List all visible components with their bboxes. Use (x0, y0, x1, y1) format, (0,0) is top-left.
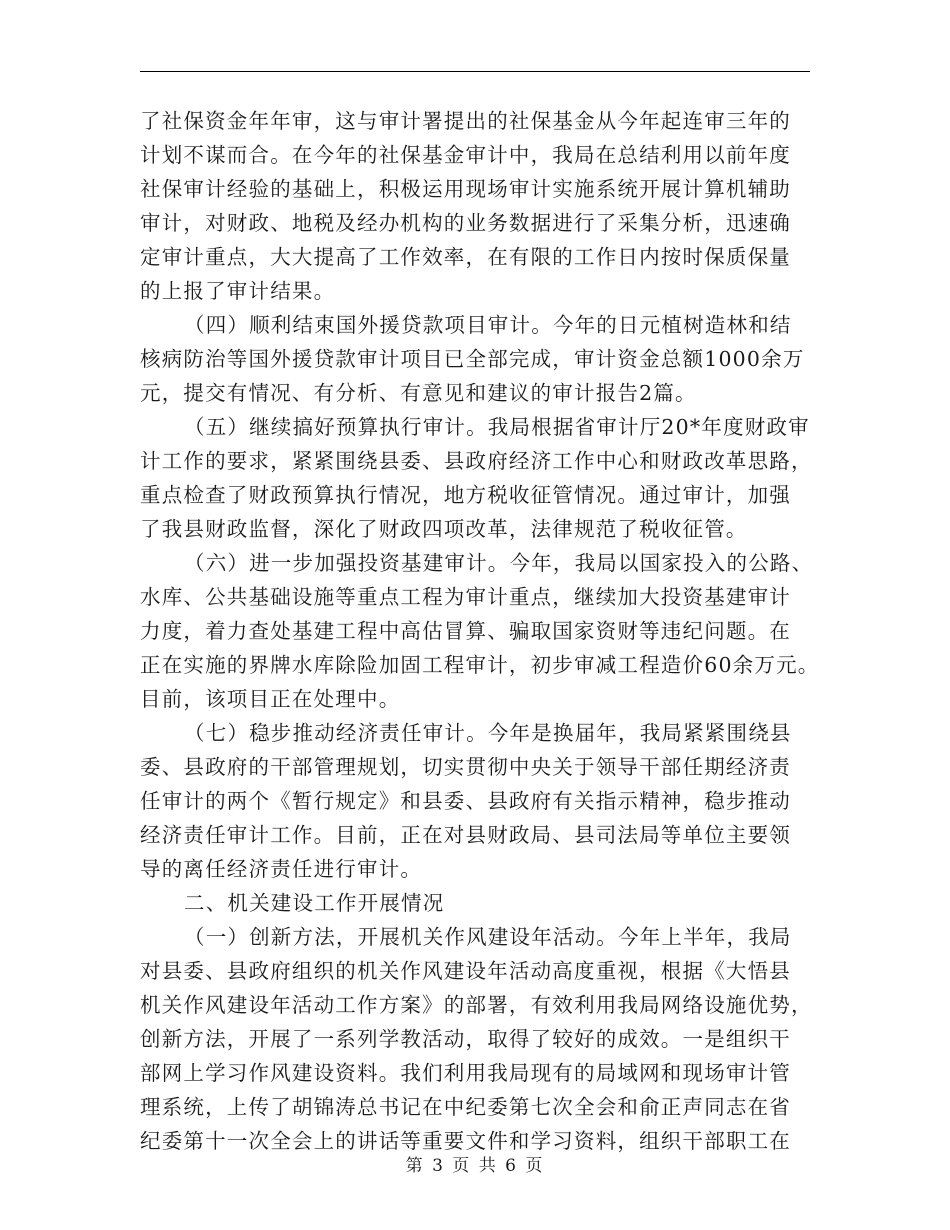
text-line: 水库、公共基础设施等重点工程为审计重点，继续加大投资基建审计 (140, 585, 791, 609)
text-line: 机关作风建设年活动工作方案》的部署，有效利用我局网络设施优势， (140, 993, 813, 1017)
text-line: 二、机关建设工作开展情况 (184, 891, 445, 915)
text-line: 的上报了审计结果。 (140, 279, 336, 303)
text-line: 核病防治等国外援贷款审计项目已全部完成，审计资金总额1000余万 (140, 347, 805, 371)
text-line: 经济责任审计工作。目前，正在对县财政局、县司法局等单位主要领 (140, 823, 791, 847)
text-line: 审计，对财政、地税及经办机构的业务数据进行了采集分析，迅速确 (140, 211, 791, 235)
text-line: 元，提交有情况、有分析、有意见和建议的审计报告2篇。 (140, 381, 697, 405)
text-line: （四）顺利结束国外援贷款项目审计。今年的日元植树造林和结 (184, 313, 792, 337)
text-line: 委、县政府的干部管理规划，切实贯彻中央关于领导干部任期经济责 (140, 755, 791, 779)
text-line: 正在实施的界牌水库除险加固工程审计，初步审减工程造价60余万元。 (140, 653, 820, 677)
text-line: 计工作的要求，紧紧围绕县委、县政府经济工作中心和财政改革思路， (140, 449, 813, 473)
text-line: 纪委第十一次全会上的讲话等重要文件和学习资料，组织干部职工在 (140, 1129, 791, 1153)
text-line: 了社保资金年年审，这与审计署提出的社保基金从今年起连审三年的 (140, 109, 791, 133)
text-line: 计划不谋而合。在今年的社保基金审计中，我局在总结利用以前年度 (140, 143, 791, 167)
text-line: 目前，该项目正在处理中。 (140, 687, 401, 711)
text-line: 对县委、县政府组织的机关作风建设年活动高度重视，根据《大悟县 (140, 959, 791, 983)
document-body (140, 104, 820, 1158)
text-line: 部网上学习作风建设资料。我们利用我局现有的局域网和现场审计管 (140, 1061, 791, 1085)
text-line: （七）稳步推动经济责任审计。今年是换届年，我局紧紧围绕县 (184, 721, 792, 745)
text-line: （六）进一步加强投资基建审计。今年，我局以国家投入的公路、 (184, 551, 814, 575)
text-line: 了我县财政监督，深化了财政四项改革，法律规范了税收征管。 (140, 517, 748, 541)
page-number-footer: 第 3 页 共 6 页 (405, 1156, 545, 1176)
text-line: 任审计的两个《暂行规定》和县委、县政府有关指示精神，稳步推动 (140, 789, 791, 813)
text-line: 社保审计经验的基础上，积极运用现场审计实施系统开展计算机辅助 (140, 177, 791, 201)
text-line: 重点检查了财政预算执行情况，地方税收征管情况。通过审计，加强 (140, 483, 791, 507)
text-line: 力度，着力查处基建工程中高估冒算、骗取国家资财等违纪问题。在 (140, 619, 791, 643)
text-line: （五）继续搞好预算执行审计。我局根据省审计厅20*年度财政审 (184, 415, 810, 439)
text-line: 导的离任经济责任进行审计。 (140, 857, 423, 881)
text-line: 创新方法，开展了一系列学教活动，取得了较好的成效。一是组织干 (140, 1027, 791, 1051)
text-line: 定审计重点，大大提高了工作效率，在有限的工作日内按时保质保量 (140, 245, 791, 269)
text-line: （一）创新方法，开展机关作风建设年活动。今年上半年，我局 (184, 925, 792, 949)
header-rule (140, 71, 810, 72)
text-line: 理系统，上传了胡锦涛总书记在中纪委第七次全会和俞正声同志在省 (140, 1095, 791, 1119)
